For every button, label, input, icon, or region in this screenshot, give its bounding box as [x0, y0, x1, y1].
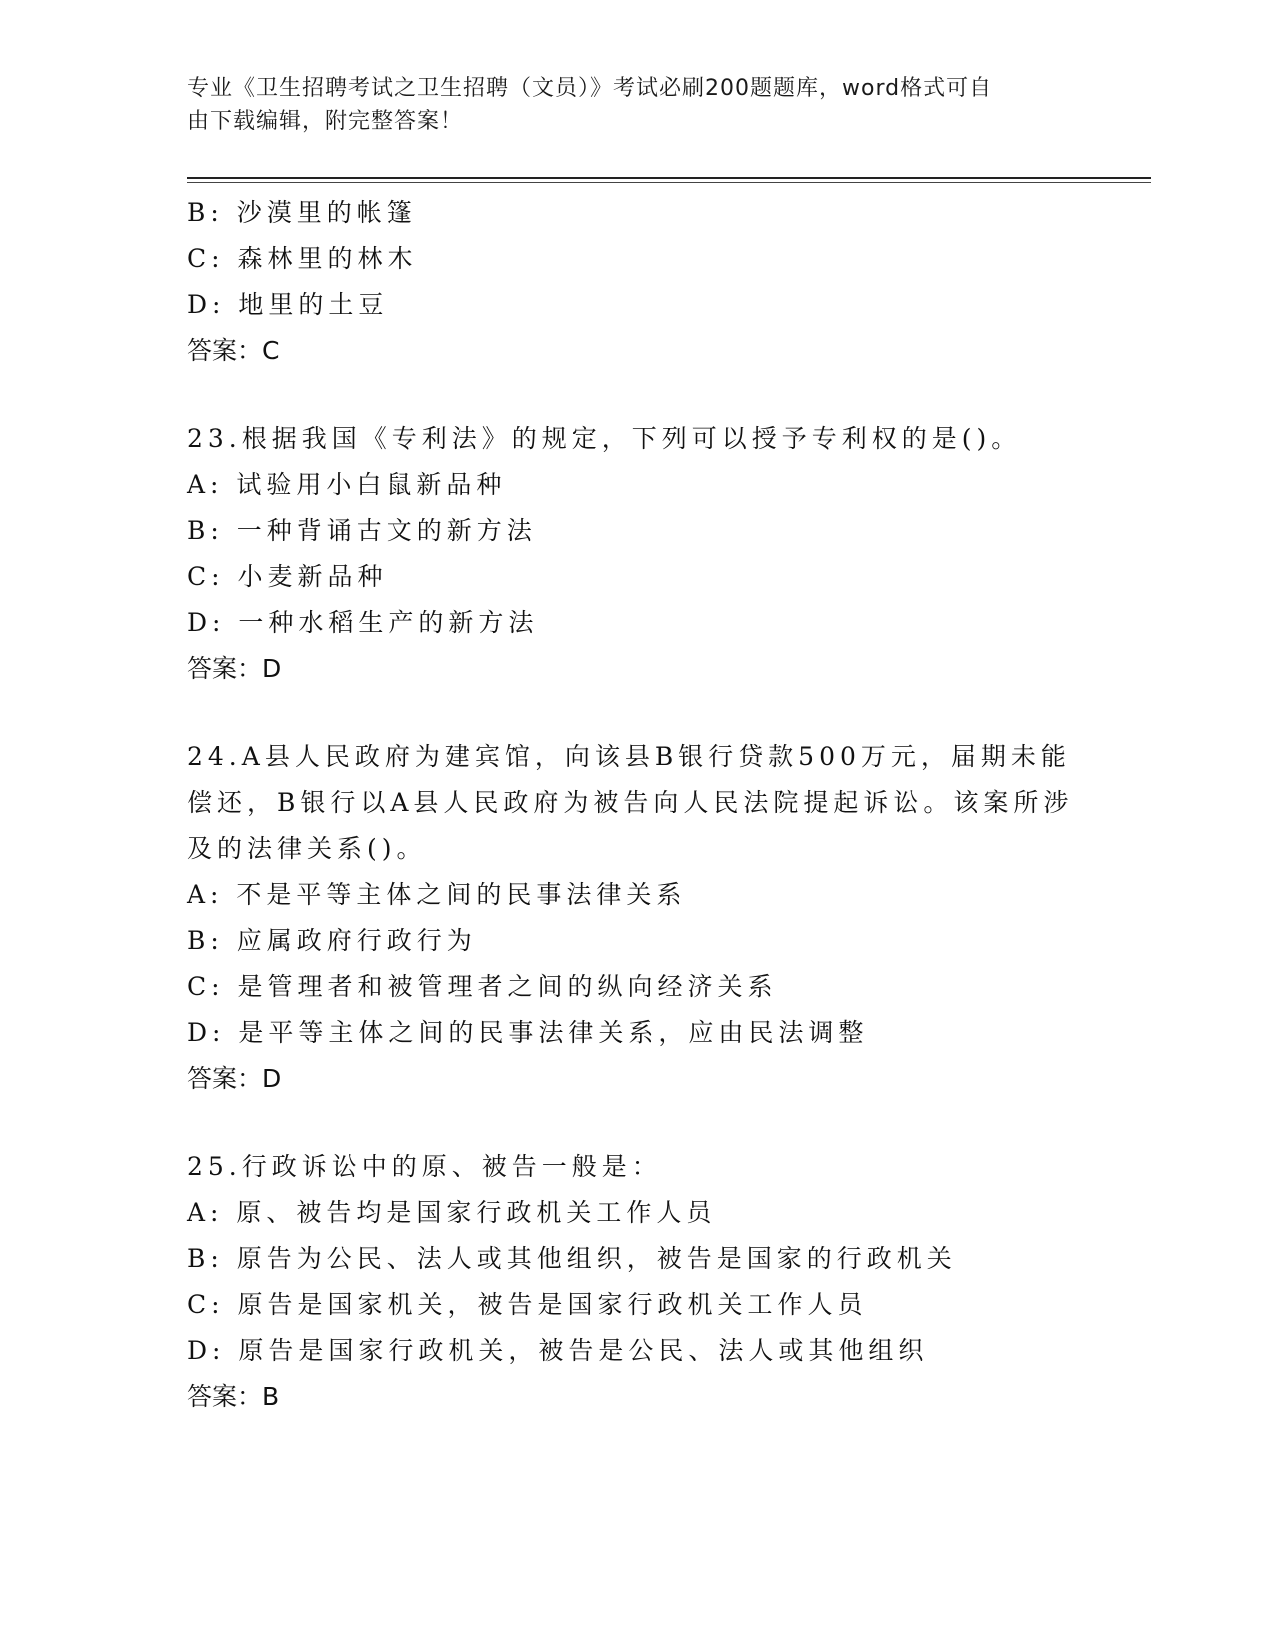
header-line-2: 由下载编辑，附完整答案！	[187, 109, 464, 134]
option-c: C: 是管理者和被管理者之间的纵向经济关系	[187, 972, 778, 1001]
option-d: D: 地里的土豆	[187, 290, 389, 319]
answer-line: 答案：C	[187, 336, 280, 365]
option-a: A: 不是平等主体之间的民事法律关系	[187, 880, 687, 909]
document-header	[187, 72, 1067, 138]
question-text: 23.根据我国《专利法》的规定，下列可以授予专利权的是()。	[187, 424, 1022, 453]
option-b: B: 应属政府行政行为	[187, 926, 477, 955]
option-b: B: 沙漠里的帐篷	[187, 198, 417, 227]
question-list	[187, 190, 1087, 1420]
header-divider-thin	[187, 182, 1151, 183]
question-25	[187, 1144, 1087, 1420]
header-divider-thick	[187, 177, 1151, 179]
question-text: 25.行政诉讼中的原、被告一般是：	[187, 1152, 662, 1181]
header-line-1: 专业《卫生招聘考试之卫生招聘（文员）》考试必刷200题题库，word格式可自	[187, 76, 993, 101]
answer-line: 答案：B	[187, 1382, 280, 1411]
option-c: C: 小麦新品种	[187, 562, 388, 591]
option-d: D: 是平等主体之间的民事法律关系，应由民法调整	[187, 1018, 869, 1047]
option-b: B: 一种背诵古文的新方法	[187, 516, 537, 545]
question-22-remainder	[187, 190, 1087, 374]
option-a: A: 试验用小白鼠新品种	[187, 470, 507, 499]
option-d: D: 原告是国家行政机关，被告是公民、法人或其他组织	[187, 1336, 929, 1365]
option-b: B: 原告为公民、法人或其他组织，被告是国家的行政机关	[187, 1244, 957, 1273]
question-text: 24.A县人民政府为建宾馆，向该县B银行贷款500万元，届期未能偿还，B银行以A县人民政府为被告向人民法院提起诉讼。该案所涉及的法律关系()。	[187, 742, 1074, 863]
question-24	[187, 734, 1087, 1102]
option-d: D: 一种水稻生产的新方法	[187, 608, 539, 637]
answer-line: 答案：D	[187, 1064, 282, 1093]
question-23	[187, 416, 1087, 692]
option-c: C: 森林里的林木	[187, 244, 418, 273]
option-c: C: 原告是国家机关，被告是国家行政机关工作人员	[187, 1290, 868, 1319]
answer-line: 答案：D	[187, 654, 282, 683]
option-a: A: 原、被告均是国家行政机关工作人员	[187, 1198, 717, 1227]
